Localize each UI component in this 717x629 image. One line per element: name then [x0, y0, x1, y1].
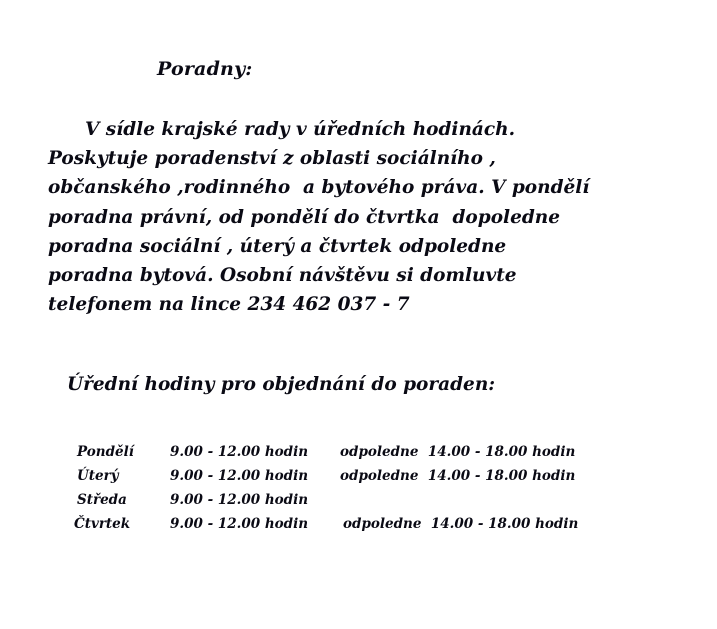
afternoon-hours: odpoledne 14.00 - 18.00 hodin	[340, 468, 576, 484]
morning-hours: 9.00 - 12.00 hodin	[170, 444, 309, 460]
paragraph-line-phone: telefonem na lince 234 462 037 - 7	[48, 294, 410, 316]
hours-row-thursday	[0, 516, 717, 540]
paragraph-line: Poskytuje poradenství z oblasti sociálního ,	[48, 148, 496, 170]
paragraph-line: V sídle krajské rady v úředních hodinách.	[85, 119, 516, 140]
paragraph-line: poradna bytová. Osobní návštěvu si domluvte	[48, 265, 517, 287]
hours-row-monday	[0, 444, 717, 468]
office-hours-table	[0, 444, 717, 540]
day-label: Úterý	[77, 468, 119, 484]
hours-heading: Úřední hodiny pro objednání do poraden:	[67, 374, 496, 395]
morning-hours: 9.00 - 12.00 hodin	[170, 468, 309, 484]
hours-row-wednesday	[0, 492, 717, 516]
day-label: Středa	[77, 492, 127, 508]
paragraph-line: poradna právní, od pondělí do čtvrtka dopoledne	[48, 206, 561, 228]
hours-row-tuesday	[0, 468, 717, 492]
morning-hours: 9.00 - 12.00 hodin	[170, 516, 309, 532]
page-title: Poradny:	[157, 58, 253, 80]
paragraph-line: poradna sociální , úterý a čtvrtek odpoledne	[48, 235, 507, 257]
afternoon-hours: odpoledne 14.00 - 18.00 hodin	[340, 444, 576, 460]
day-label: Čtvrtek	[74, 516, 131, 532]
day-label: Pondělí	[77, 444, 134, 460]
afternoon-hours: odpoledne 14.00 - 18.00 hodin	[343, 516, 579, 532]
paragraph-line: občanského ,rodinného a bytového práva. V pondělí	[48, 177, 590, 199]
description-paragraph	[48, 115, 708, 319]
morning-hours: 9.00 - 12.00 hodin	[170, 492, 309, 508]
